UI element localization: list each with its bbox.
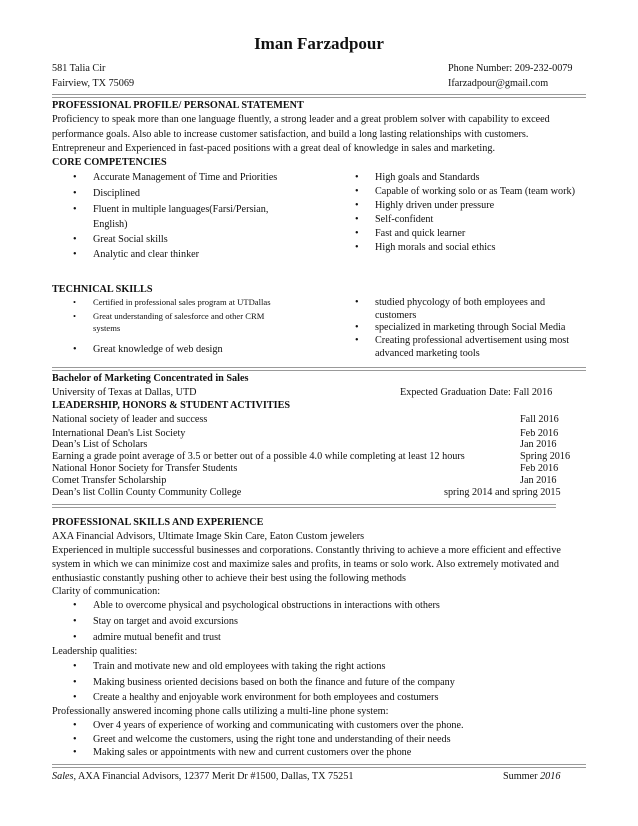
- job-date: Summer 2016: [503, 771, 561, 782]
- honor-item: Dean’s List of Scholars: [52, 439, 148, 450]
- profile-line: performance goals. Also able to increase customer satisfaction, and build a long lasting relationships with customers.: [52, 129, 529, 140]
- honor-item: International Dean's List Society: [52, 428, 186, 439]
- divider: [52, 507, 556, 508]
- divider: [52, 764, 586, 765]
- divider: [52, 367, 586, 368]
- phone-label: Professionally answered incoming phone calls utilizing a multi-line phone system:: [52, 706, 389, 717]
- email-address: Ifarzadpour@gmail.com: [448, 78, 549, 89]
- leadership-qualities-label: Leadership qualities:: [52, 646, 138, 657]
- graduation-date: Expected Graduation Date: Fall 2016: [400, 387, 553, 398]
- list-item-continuation: advanced marketing tools: [375, 348, 480, 359]
- list-item-continuation: English): [93, 219, 128, 230]
- address-line-2: Fairview, TX 75069: [52, 78, 135, 89]
- divider: [52, 504, 556, 505]
- resume-name: Iman Farzadpour: [254, 34, 384, 53]
- experience-line: Experienced in multiple successful businesses and corporations. Constantly thriving to achieve a more efficient and effective: [52, 545, 561, 556]
- employers: AXA Financial Advisors, Ultimate Image Skin Care, Eaton Custom jewelers: [52, 531, 365, 542]
- honor-item: National Honor Society for Transfer Students: [52, 463, 238, 474]
- core-heading: CORE COMPETENCIES: [52, 157, 167, 168]
- experience-heading: PROFESSIONAL SKILLS AND EXPERIENCE: [52, 517, 264, 528]
- profile-heading: PROFESSIONAL PROFILE/ PERSONAL STATEMENT: [52, 100, 304, 111]
- experience-line: system in which we can minimize cost and maximize sales and profits, in teams or solo work. Also extremely motivated and: [52, 559, 559, 570]
- honor-item: Dean’s list Collin County Community College: [52, 487, 242, 498]
- job-employer: , AXA Financial Advisors, 12377 Merit Dr #1500, Dallas, TX 75251: [73, 771, 354, 782]
- honor-item: National society of leader and success: [52, 414, 208, 425]
- address-line-1: 581 Talia Cir: [52, 63, 106, 74]
- job-role: Sales: [52, 771, 74, 782]
- experience-line: enthusiastic constantly pushing other to achieve their best using the following methods: [52, 573, 406, 584]
- honor-date: spring 2014 and spring 2015: [444, 487, 561, 498]
- honor-item: Earning a grade point average of 3.5 or better out of a possible 4.0 while completing at least 12 hours: [52, 451, 465, 462]
- list-item-continuation: systems: [93, 323, 121, 333]
- honor-date: Feb 2016: [520, 428, 559, 439]
- degree-title: Bachelor of Marketing Concentrated in Sales: [52, 373, 249, 384]
- divider: [52, 97, 586, 98]
- honor-date: Feb 2016: [520, 463, 559, 474]
- job-line: [52, 771, 353, 782]
- phone-number: Phone Number: 209-232-0079: [448, 63, 573, 74]
- honor-date: Spring 2016: [520, 451, 571, 462]
- technical-heading: TECHNICAL SKILLS: [52, 284, 153, 295]
- divider: [52, 94, 586, 95]
- leadership-heading: LEADERSHIP, HONORS & STUDENT ACTIVITIES: [52, 400, 291, 411]
- divider: [52, 767, 586, 768]
- honor-date: Fall 2016: [520, 414, 559, 425]
- school-name: University of Texas at Dallas, UTD: [52, 387, 197, 398]
- honor-item: Comet Transfer Scholarship: [52, 475, 167, 486]
- profile-line: Entrepreneur and Experienced in fast-paced positions with a great deal of knowledge in sales and marketing.: [52, 143, 495, 154]
- divider: [52, 370, 586, 371]
- honor-date: Jan 2016: [520, 475, 557, 486]
- honor-date: Jan 2016: [520, 439, 557, 450]
- list-item-continuation: customers: [375, 310, 417, 321]
- clarity-label: Clarity of communication:: [52, 586, 161, 597]
- profile-line: Proficiency to speak more than one language fluently, a strong leader and a great problem solver with capability to exceed: [52, 114, 550, 125]
